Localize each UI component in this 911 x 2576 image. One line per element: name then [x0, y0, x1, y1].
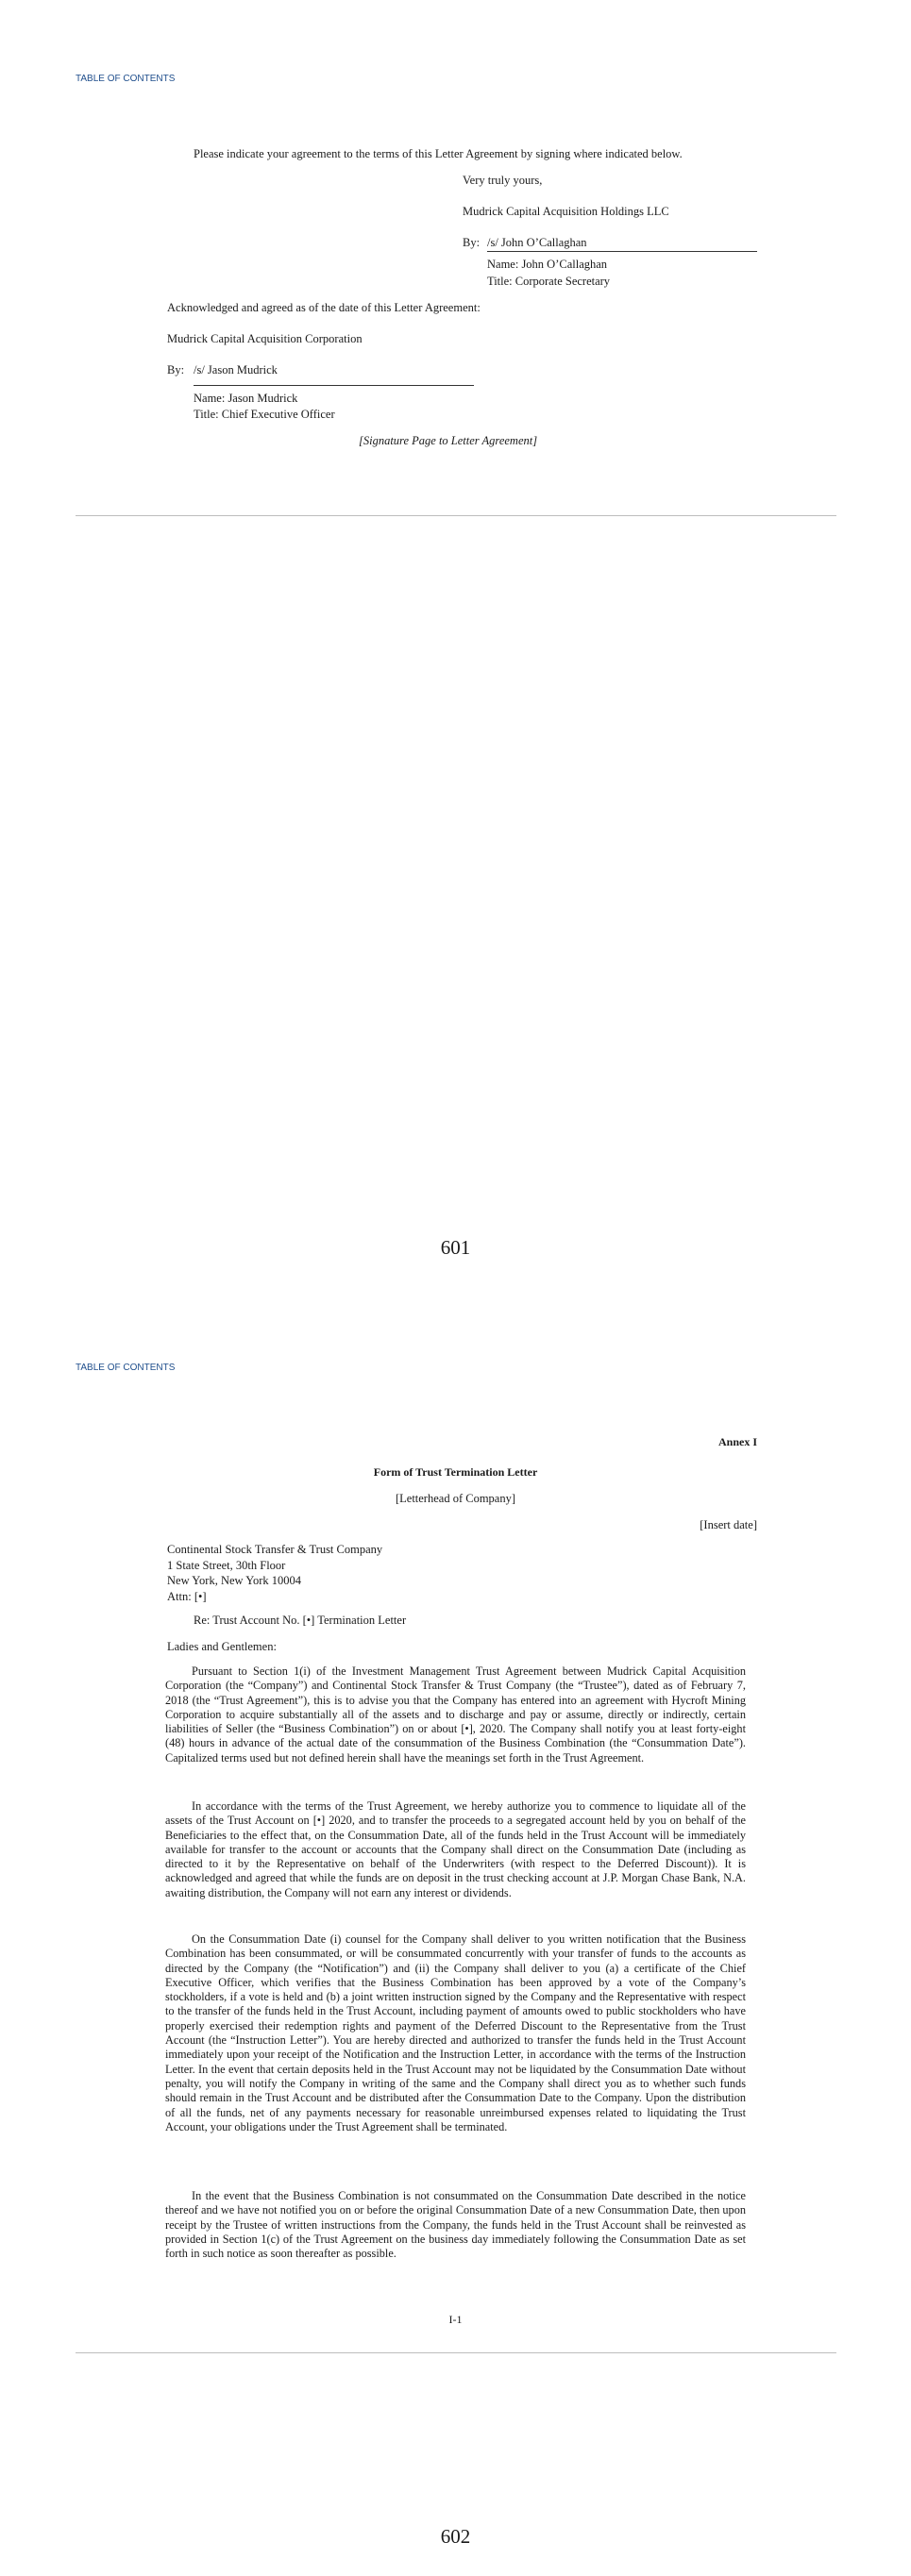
page-number: 601 — [440, 1236, 471, 1259]
acknowledgement: Acknowledged and agreed as of the date of this Letter Agreement: — [167, 301, 481, 314]
document-heading: Form of Trust Termination Letter — [373, 1465, 538, 1479]
address-line: New York, New York 10004 — [167, 1574, 302, 1587]
table-of-contents-link[interactable]: TABLE OF CONTENTS — [76, 74, 176, 84]
letterhead-placeholder: [Letterhead of Company] — [395, 1492, 516, 1505]
sponsor-name: Mudrick Capital Acquisition Holdings LLC — [463, 205, 669, 218]
letter-intro: Please indicate your agreement to the terms of this Letter Agreement by signing where indicated below. — [194, 147, 683, 160]
page-footer-label: I-1 — [448, 2313, 463, 2326]
recipient-address — [167, 1542, 382, 1604]
sponsor-signer-name: Name: John O’Callaghan — [487, 258, 608, 271]
company-signer-name: Name: Jason Mudrick — [194, 392, 298, 405]
body-paragraph: Pursuant to Section 1(i) of the Investment Management Trust Agreement between Mudrick Capital Acquisition Corporation (the “Company”) and Continental Stock Transfer & Trust Company (the “Trustee”), dated as of February 7, 2018 (the “Trust Agreement”), this is to advise you that the Company has entered into an agreement with Hycroft Mining Corporation to acquire substantially all of the assets and to discharge and pay or assume, directly or indirectly, certain liabilities of Seller (the “Business Combination”) on or about [•], 2020. The Company shall notify you at least forty-eight (48) hours in advance of the actual date of the consummation of the Business Combination (the “Consummation Date”). Capitalized terms used but not defined herein shall have the meanings set forth in the Trust Agreement. — [165, 1664, 746, 1765]
date-placeholder: [Insert date] — [700, 1518, 757, 1531]
company-signer-title: Title: Chief Executive Officer — [194, 408, 335, 421]
company-signature-line — [194, 385, 474, 386]
closing-line: Very truly yours, — [463, 174, 543, 187]
company-name: Mudrick Capital Acquisition Corporation — [167, 332, 363, 345]
sponsor-signature: /s/ John O’Callaghan — [487, 236, 587, 249]
body-paragraph: In the event that the Business Combination is not consummated on the Consummation Date described in the notice thereof and we have not notified you on or before the original Consummation Date of a new Consummation Date, then upon receipt by the Trustee of written instructions from the Company, the funds held in the Trust Account shall be reinvested as provided in Section 1(c) of the Trust Agreement on the business day immediately following the Consummation Date as set forth in such notice as soon thereafter as possible. — [165, 2189, 746, 2261]
sponsor-signature-line — [487, 251, 757, 252]
company-signature: /s/ Jason Mudrick — [194, 363, 278, 376]
sponsor-signer-title: Title: Corporate Secretary — [487, 275, 611, 288]
by-label: By: — [463, 236, 481, 249]
page-number: 602 — [440, 2525, 471, 2548]
table-of-contents-link[interactable]: TABLE OF CONTENTS — [76, 1363, 176, 1373]
page-divider — [76, 515, 836, 516]
address-line: Attn: [•] — [167, 1589, 207, 1603]
address-line: Continental Stock Transfer & Trust Company — [167, 1543, 383, 1556]
company-by-label: By: — [167, 363, 185, 376]
address-line: 1 State Street, 30th Floor — [167, 1558, 286, 1572]
body-paragraph: In accordance with the terms of the Trust Agreement, we hereby authorize you to commence to liquidate all of the assets of the Trust Account on [•] 2020, and to transfer the proceeds to a segregated account held by you on behalf of the Beneficiaries to the effect that, on the Consummation Date, all of the funds held in the Trust Account will be immediately available for transfer to the account or accounts that the Company shall direct on the Consummation Date (including as directed to it by the Representative on behalf of the Underwriters (with respect to the Deferred Discount)). It is acknowledged and agreed that while the funds are on deposit in the trust checking account at J.P. Morgan Chase Bank, N.A. awaiting distribution, the Company will not earn any interest or dividends. — [165, 1799, 746, 1899]
re-line: Re: Trust Account No. [•] Termination Letter — [194, 1614, 407, 1627]
signature-page-caption: [Signature Page to Letter Agreement] — [359, 434, 538, 447]
page-divider — [76, 2352, 836, 2353]
salutation: Ladies and Gentlemen: — [167, 1640, 277, 1653]
annex-label: Annex I — [717, 1435, 757, 1448]
body-paragraph: On the Consummation Date (i) counsel for the Company shall deliver to you written notification that the Business Combination has been consummated, or will be consummated concurrently with your transfer of funds to the accounts as directed by the Company (the “Notification”) and (ii) the Company shall deliver to you (a) a certificate of the Chief Executive Officer, which verifies that the Business Combination has been approved by a vote of the Company’s stockholders, if a vote is held and (b) a joint written instruction signed by the Company and the Representative with respect to the transfer of the funds held in the Trust Account, including payment of amounts owed to public stockholders who have properly exercised their redemption rights and payment of the Deferred Discount to the Representative from the Trust Account (the “Instruction Letter”). You are hereby directed and authorized to transfer the funds held in the Trust Account immediately upon your receipt of the Notification and the Instruction Letter, in accordance with the terms of the Instruction Letter. In the event that certain deposits held in the Trust Account may not be liquidated by the Consummation Date without penalty, you will notify the Company in writing of the same and the Company shall direct you as to whether such funds should remain in the Trust Account and be distributed after the Consummation Date to the Company. Upon the distribution of all the funds, net of any payments necessary for reasonable unreimbursed expenses related to liquidating the Trust Account, your obligations under the Trust Agreement shall be terminated. — [165, 1932, 746, 2133]
